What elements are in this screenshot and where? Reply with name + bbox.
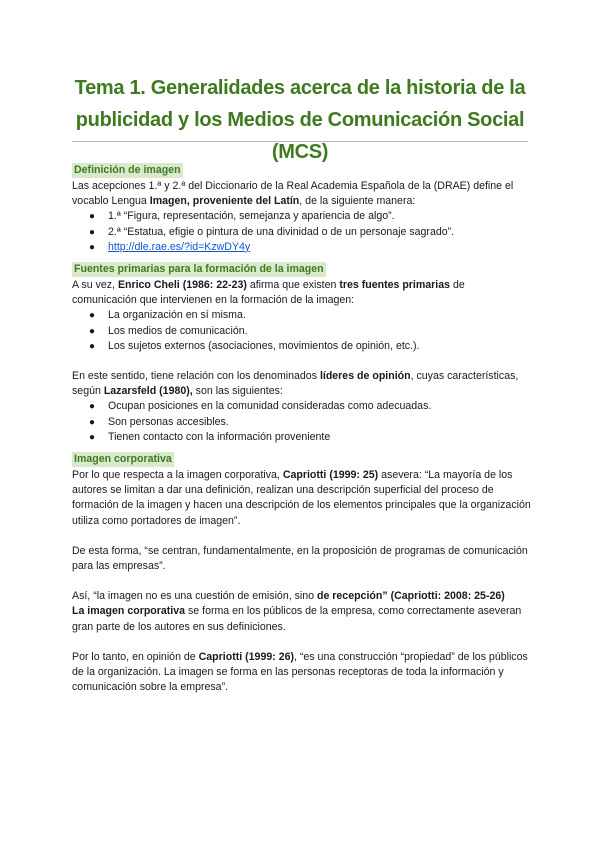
text: de comunicación que intervienen en la formación de la imagen: — [72, 279, 465, 307]
bullet-list — [72, 399, 532, 445]
list-item — [72, 324, 532, 339]
dictionary-link[interactable]: http://dle.rae.es/?id=KzwDY4y — [108, 240, 251, 253]
text: Las acepciones 1.ª y 2.ª del Diccionario de la Real Academia Española de la (DRAE) define el vocablo Lengua — [72, 180, 514, 208]
bold-text: líderes de opinión — [319, 370, 411, 383]
bold-text: Capriotti (1999: 25) — [282, 469, 379, 482]
text: afirma que existen — [246, 279, 340, 292]
paragraph — [72, 589, 532, 635]
bullet-icon: ● — [89, 325, 96, 337]
text: , “es una construcción “propiedad” de los públicos de la organización. La imagen se forma en las personas receptoras de toda la información y comunicación sobre la empresa”. — [72, 650, 528, 694]
list-item — [72, 399, 532, 414]
bullet-icon: ● — [89, 241, 96, 253]
text: A su vez, — [72, 279, 118, 292]
bold-text: de recepción” (Capriotti: 2008: 25-26) — [316, 590, 505, 603]
bold-text: Lazarsfeld (1980), — [103, 385, 193, 398]
paragraph: De esta forma, “se centran, fundamentalmente, en la proposición de programas de comunicación para las empresas”. — [72, 544, 528, 573]
paragraph — [72, 650, 532, 696]
page-title: Tema 1. Generalidades acerca de la historia de la publicidad y los Medios de Comunicación Social (MCS) — [74, 77, 526, 163]
list-item-text: 2.ª “Estatua, efigie o pintura de una divinidad o de un personaje sagrado”. — [108, 225, 455, 238]
paragraph — [72, 179, 532, 209]
list-item — [72, 240, 532, 255]
list-item-text: Son personas accesibles. — [108, 415, 229, 428]
list-item-text: La organización en sí misma. — [108, 309, 246, 322]
text: son las siguientes: — [192, 385, 283, 398]
bold-text: Enrico Cheli (1986: 22-23) — [117, 279, 247, 292]
list-item — [72, 209, 532, 224]
section-heading: Fuentes primarias para la formación de la imagen — [74, 263, 324, 276]
bullet-icon: ● — [89, 431, 96, 443]
bold-text: La imagen corporativa — [72, 605, 186, 618]
bullet-list — [72, 308, 532, 354]
bold-text: Capriotti (1999: 26) — [198, 650, 295, 663]
paragraph — [72, 468, 532, 529]
bold-text: tres fuentes primarias — [339, 279, 451, 292]
list-item-text: Tienen contacto con la información proveniente — [108, 430, 331, 443]
section-fuentes — [72, 262, 532, 445]
bold-text: Imagen, proveniente del Latín — [149, 195, 300, 208]
bullet-list — [72, 209, 532, 255]
text: En este sentido, tiene relación con los denominados — [72, 370, 320, 383]
section-heading: Imagen corporativa — [74, 453, 172, 466]
document-body — [72, 163, 532, 695]
list-item-text: Los medios de comunicación. — [108, 324, 248, 337]
paragraph — [72, 278, 532, 308]
text: Así, “la imagen no es una cuestión de emisión, sino — [72, 590, 317, 603]
title-divider — [72, 141, 528, 142]
paragraph — [72, 369, 532, 399]
section-heading: Definición de imagen — [74, 164, 181, 176]
list-item — [72, 339, 532, 354]
text: , cuyas características, según — [72, 370, 519, 398]
list-item — [72, 308, 532, 323]
text: Por lo que respecta a la imagen corporativa, — [72, 469, 283, 482]
text: asevera: “La mayoría de los autores se limitan a dar una definición, realizan una descripción superficial del proceso de formación de la imagen y hacen una descripción de los elementos principales que la organización utiliza como portadores de imagen”. — [72, 469, 531, 527]
bullet-icon: ● — [89, 310, 96, 322]
text: , de la siguiente manera: — [299, 195, 416, 208]
list-item — [72, 415, 532, 430]
list-item-text: 1.ª “Figura, representación, semejanza y apariencia de algo”. — [108, 210, 395, 223]
list-item — [72, 430, 532, 445]
section-imagen-corporativa — [72, 452, 532, 695]
bullet-icon: ● — [89, 401, 96, 413]
list-item — [72, 225, 532, 240]
section-definicion — [72, 163, 532, 255]
text: Por lo tanto, en opinión de — [72, 650, 199, 663]
bullet-icon: ● — [89, 416, 96, 428]
list-item-text: Los sujetos externos (asociaciones, movimientos de opinión, etc.). — [108, 339, 420, 352]
list-item-text: Ocupan posiciones en la comunidad consideradas como adecuadas. — [108, 400, 432, 413]
text: se forma en los públicos de la empresa, como correctamente aseveran gran parte de los autores en sus definiciones. — [72, 605, 522, 633]
bullet-icon: ● — [89, 211, 96, 223]
bullet-icon: ● — [89, 340, 96, 352]
bullet-icon: ● — [89, 226, 96, 238]
